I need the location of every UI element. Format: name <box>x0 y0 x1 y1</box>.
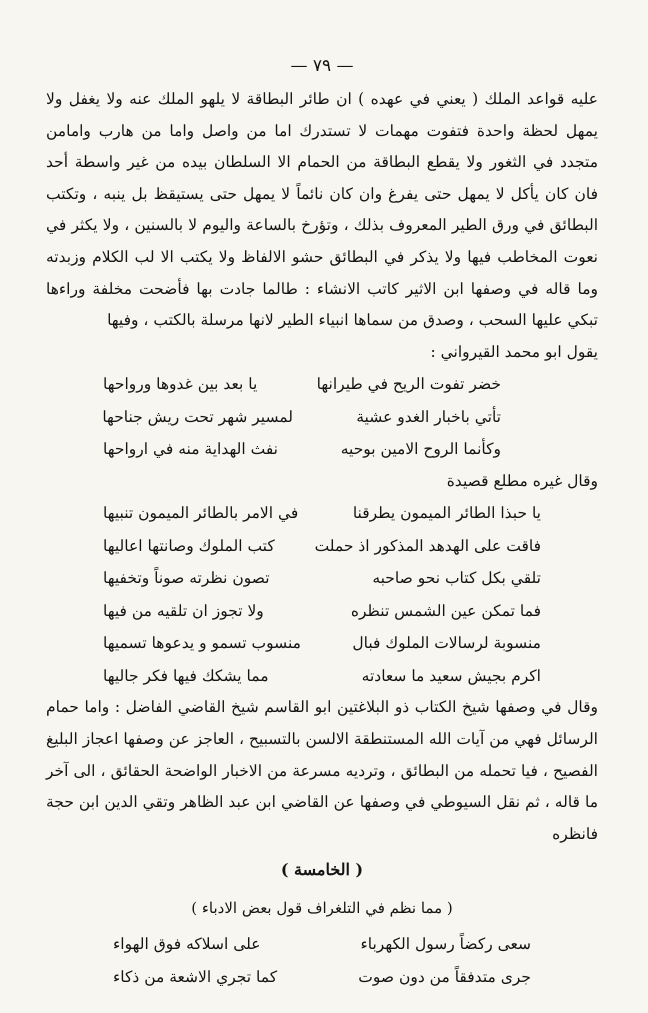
verse-second-hemistich: في الامر بالطائر الميمون تنبيها <box>103 504 299 523</box>
paragraph-description: وقال في وصفها شيخ الكتاب ذو البلاغتين ابو القاسم شيخ القاضي الفاضل : واما حمام الرسائل فهي من آيات الله المستنطقة الالسن بالتسبيح ، العاجز عن وصفها اعجاز البليغ الفصيح ، فيا تحمله من البطائق ، وترديه مسرعة من الاخبار الواضحة الحقائق ، الى آخر ما قاله ، ثم نقل السيوطي في وصفها عن القاضي ابن عبد الظاهر وتقي الدين ابن حجة فانظره <box>46 698 598 843</box>
verse-first-hemistich: فاقت على الهدهد المذكور اذ حملت <box>314 536 541 555</box>
verse-first-hemistich: تلقي بكل كتاب نحو صاحبه <box>372 569 541 588</box>
verse <box>46 401 558 434</box>
section-subheading: ( مما نظم في التلغراف قول بعض الادباء ) <box>191 899 453 918</box>
verse <box>46 627 598 660</box>
poem-intro-qayrawani: يقول ابو محمد القيرواني : <box>430 342 598 361</box>
verse-second-hemistich: على اسلاكه فوق الهواء <box>113 935 261 954</box>
page-number: — ٧٩ — <box>290 56 354 76</box>
verse-first-hemistich: جرى متدفقاً من دون صوت <box>358 967 531 986</box>
verse-first-hemistich: وكأنما الروح الامين بوحيه <box>340 440 501 459</box>
poem-qayrawani <box>46 368 598 466</box>
verse-first-hemistich: فما تمكن عين الشمس تنظره <box>350 601 541 620</box>
verse <box>46 368 558 401</box>
verse-first-hemistich: منسوبة لرسالات الملوك فبال <box>352 634 541 653</box>
verse <box>46 433 558 466</box>
verse-first-hemistich: خضر تفوت الريح في طيرانها <box>316 375 501 394</box>
verse-second-hemistich: تصون نظرته صوناً وتخفيها <box>103 569 270 588</box>
verse-first-hemistich: تأتي باخبار الغدو عشية <box>356 407 501 426</box>
verse-second-hemistich: لمسير شهر تحت ريش جناحها <box>102 407 293 426</box>
poem-intro-other: وقال غيره مطلع قصيدة <box>446 471 598 490</box>
section-heading: ( الخامسة ) <box>280 860 364 880</box>
verse <box>46 530 598 563</box>
verse-second-hemistich: ولا تجوز ان تلقيه من فيها <box>103 601 264 620</box>
paragraph-intro: عليه قواعد الملك ( يعني في عهده ) ان طائر البطاقة لا يلهو الملك عنه ولا يغفل ولا يمهل لحظة واحدة فتفوت مهمات لا تستدرك اما من واصل واما من هارب وامامن متجدد في الثغور ولا يقطع البطاقة من الحمام الا السلطان بيده من غير واسطة أحد فان كان يأكل لا يمهل حتى يفرغ وان كان نائماً لا يمهل حتى يستيقظ بل ينبه ، وتكتب البطائق في ورق الطير المعروف بذلك ، وتؤرخ بالساعة واليوم لا بالسنين ، ولا يكثر في نعوت المخاطب فيها ولا يذكر في البطائق حشو الالفاظ ولا يكتب الا لب الكلام وزبدته وما قاله في وصفها ابن الاثير كاتب الانشاء : طالما جادت بها فأضحت مخلفة وراءها تبكي عليها السحب ، وصدق من سماها انبياء الطير لانها مرسلة بالكتب ، وفيها <box>46 90 598 330</box>
verse <box>46 595 598 628</box>
verse-second-hemistich: كتب الملوك وصانتها اعاليها <box>103 536 275 555</box>
verse-second-hemistich: نفث الهداية منه في ارواحها <box>103 440 278 459</box>
verse <box>46 928 598 961</box>
verse-second-hemistich: مما يشكك فيها فكر جاليها <box>103 666 269 685</box>
verse-first-hemistich: يا حبذا الطائر الميمون يطرقنا <box>352 504 541 523</box>
verse <box>46 562 598 595</box>
verse-first-hemistich: سعى ركضاً رسول الكهرباء <box>360 935 531 954</box>
verse-second-hemistich: منسوب تسمو و يدعوها تسميها <box>103 634 301 653</box>
poem-telegraph <box>46 928 598 993</box>
verse-first-hemistich: اكرم بجيش سعيد ما سعادته <box>361 666 541 685</box>
verse-second-hemistich: يا بعد بين غدوها ورواحها <box>103 375 258 394</box>
verse <box>46 961 598 994</box>
verse <box>46 497 598 530</box>
poem-qasida <box>46 497 598 692</box>
verse <box>46 660 598 693</box>
verse-second-hemistich: كما تجري الاشعة من ذكاء <box>113 967 278 986</box>
